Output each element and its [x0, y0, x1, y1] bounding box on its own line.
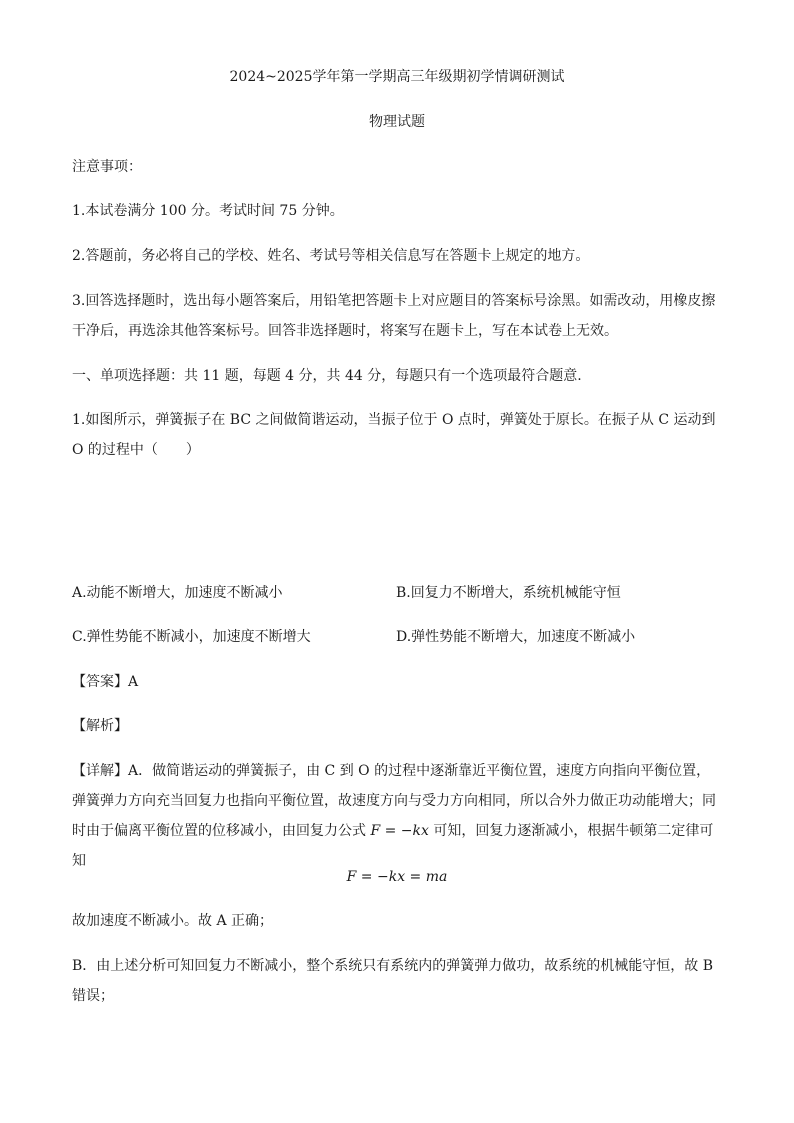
exam-title: 2024~2025学年第一学期高三年级期初学情调研测试: [229, 69, 565, 85]
option-a: A.动能不断增大，加速度不断减小: [72, 585, 283, 601]
notice-item-2: 2.答题前，务必将自己的学校、姓名、考试号等相关信息写在答题卡上规定的地方。: [72, 248, 590, 264]
inline-formula: F = −kx: [370, 823, 429, 839]
option-d: D.弹性势能不断增大，加速度不断减小: [396, 629, 636, 645]
notice-item-3: 3.回答选择题时，选出每小题答案后，用铅笔把答题卡上对应题目的答案标号涂黑。如需改动，用橡皮擦干净后，再选涂其他答案标号。回答非选择题时，将案写在题卡上，写在本试卷上无效。: [72, 293, 716, 339]
question-1-stem: 1.如图所示，弹簧振子在 BC 之间做简谐运动，当振子位于 O 点时，弹簧处于原长。在振子从 C 运动到 O 的过程中（ ）: [72, 412, 716, 458]
analysis-label: 【解析】: [72, 718, 128, 734]
notice-item-1: 1.本试卷满分 100 分。考试时间 75 分钟。: [72, 203, 344, 219]
detail-b: B．由上述分析可知回复力不断减小，整个系统只有系统内的弹簧弹力做功，故系统的机械能守恒，故 B 错误；: [72, 958, 714, 1004]
detail-paragraph-1: [72, 756, 722, 876]
conclusion-a: 故加速度不断减小。故 A 正确；: [72, 913, 274, 929]
option-b: B.回复力不断增大，系统机械能守恒: [396, 585, 621, 601]
section-heading: 一、单项选择题：共 11 题，每题 4 分，共 44 分，每题只有一个选项最符合题意.: [72, 368, 582, 384]
answer-line: 【答案】A: [72, 674, 139, 690]
detail-text-part-2: 可知，回复力逐渐减小，根据牛顿第二定律可知: [72, 823, 714, 869]
notice-heading: 注意事项：: [72, 159, 142, 175]
display-formula: F = −kx = ma: [346, 869, 448, 885]
subject-title: 物理试题: [369, 114, 425, 130]
option-c: C.弹性势能不断减小，加速度不断增大: [72, 629, 311, 645]
detail-text-part-1: 【详解】A．做简谐运动的弹簧振子，由 C 到 O 的过程中逐渐靠近平衡位置，速度方向指向平衡位置，弹簧弹力方向充当回复力也指向平衡位置，故速度方向与受力方向相同，所以合外力做正功动能增大；同时由于偏离平衡位置的位移减小，由回复力公式: [72, 763, 716, 839]
